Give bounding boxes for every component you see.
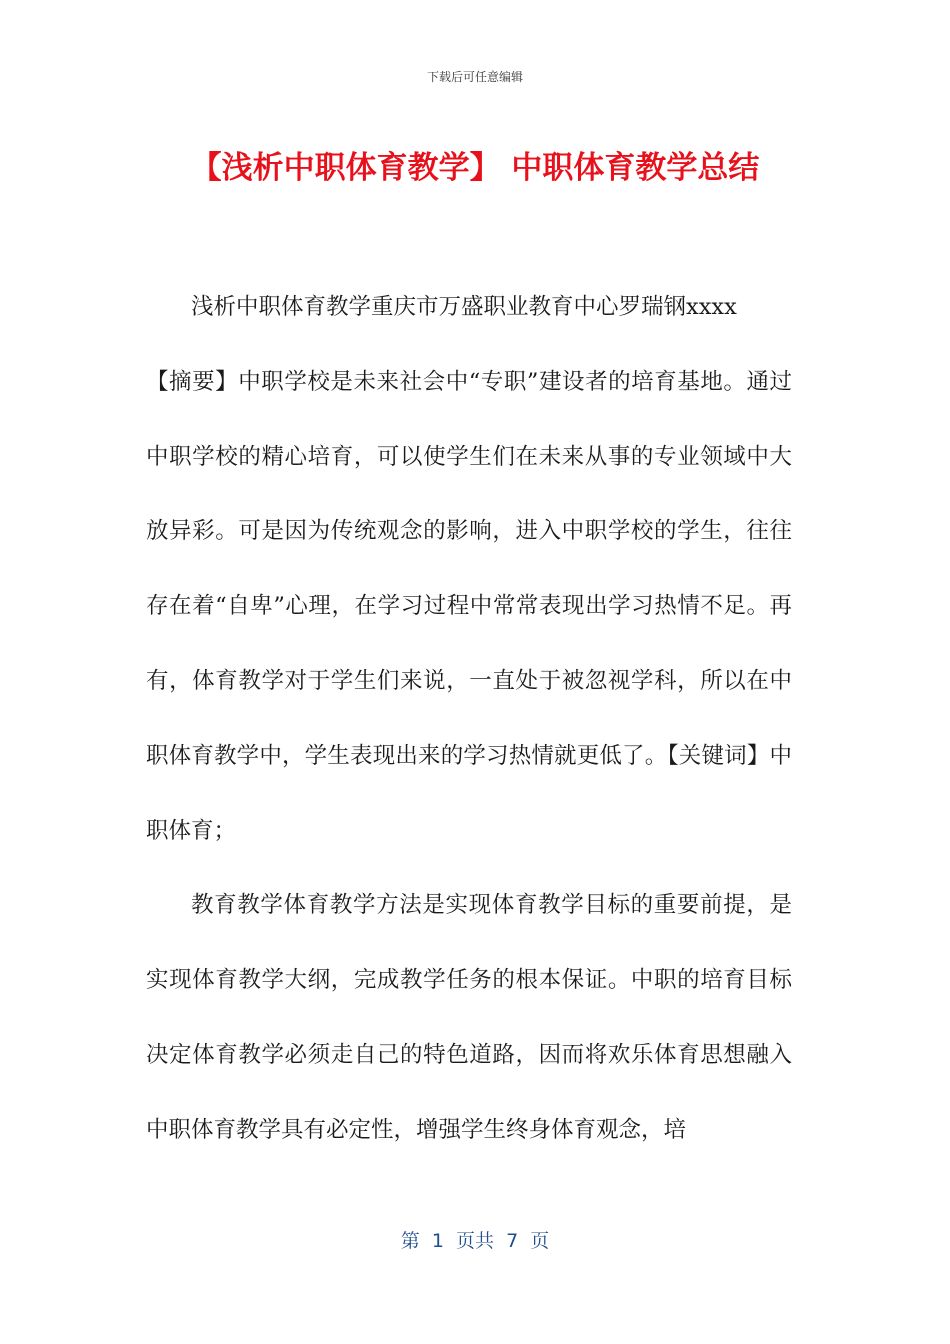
- paragraph-body: 教育教学体育教学方法是实现体育教学目标的重要前提，是实现体育教学大纲，完成教学任务的根本保证。中职的培育目标决定体育教学必须走自己的特色道路，因而将欢乐体育思想融入中职体育教学具有必定性，增强学生终身体育观念，培: [146, 892, 792, 1143]
- page-number-footer: 第 1 页共 7 页: [400, 1230, 550, 1252]
- document-title: 【浅析中职体育教学】 中职体育教学总结: [190, 150, 760, 186]
- header-note: 下载后可任意编辑: [426, 70, 523, 84]
- paragraph-author-line: 浅析中职体育教学重庆市万盛职业教育中心罗瑞钢xxxx: [191, 294, 737, 320]
- paragraph-abstract: 【摘要】中职学校是未来社会中“专职”建设者的培育基地。通过中职学校的精心培育，可以使学生们在未来从事的专业领域中大放异彩。可是因为传统观念的影响，进入中职学校的学生，往往存在着“自卑”心理，在学习过程中常常表现出学习热情不足。再有，体育教学对于学生们来说，一直处于被忽视学科，所以在中职体育教学中，学生表现出来的学习热情就更低了。【关键词】中职体育；: [146, 368, 792, 844]
- document-body: [146, 270, 792, 1168]
